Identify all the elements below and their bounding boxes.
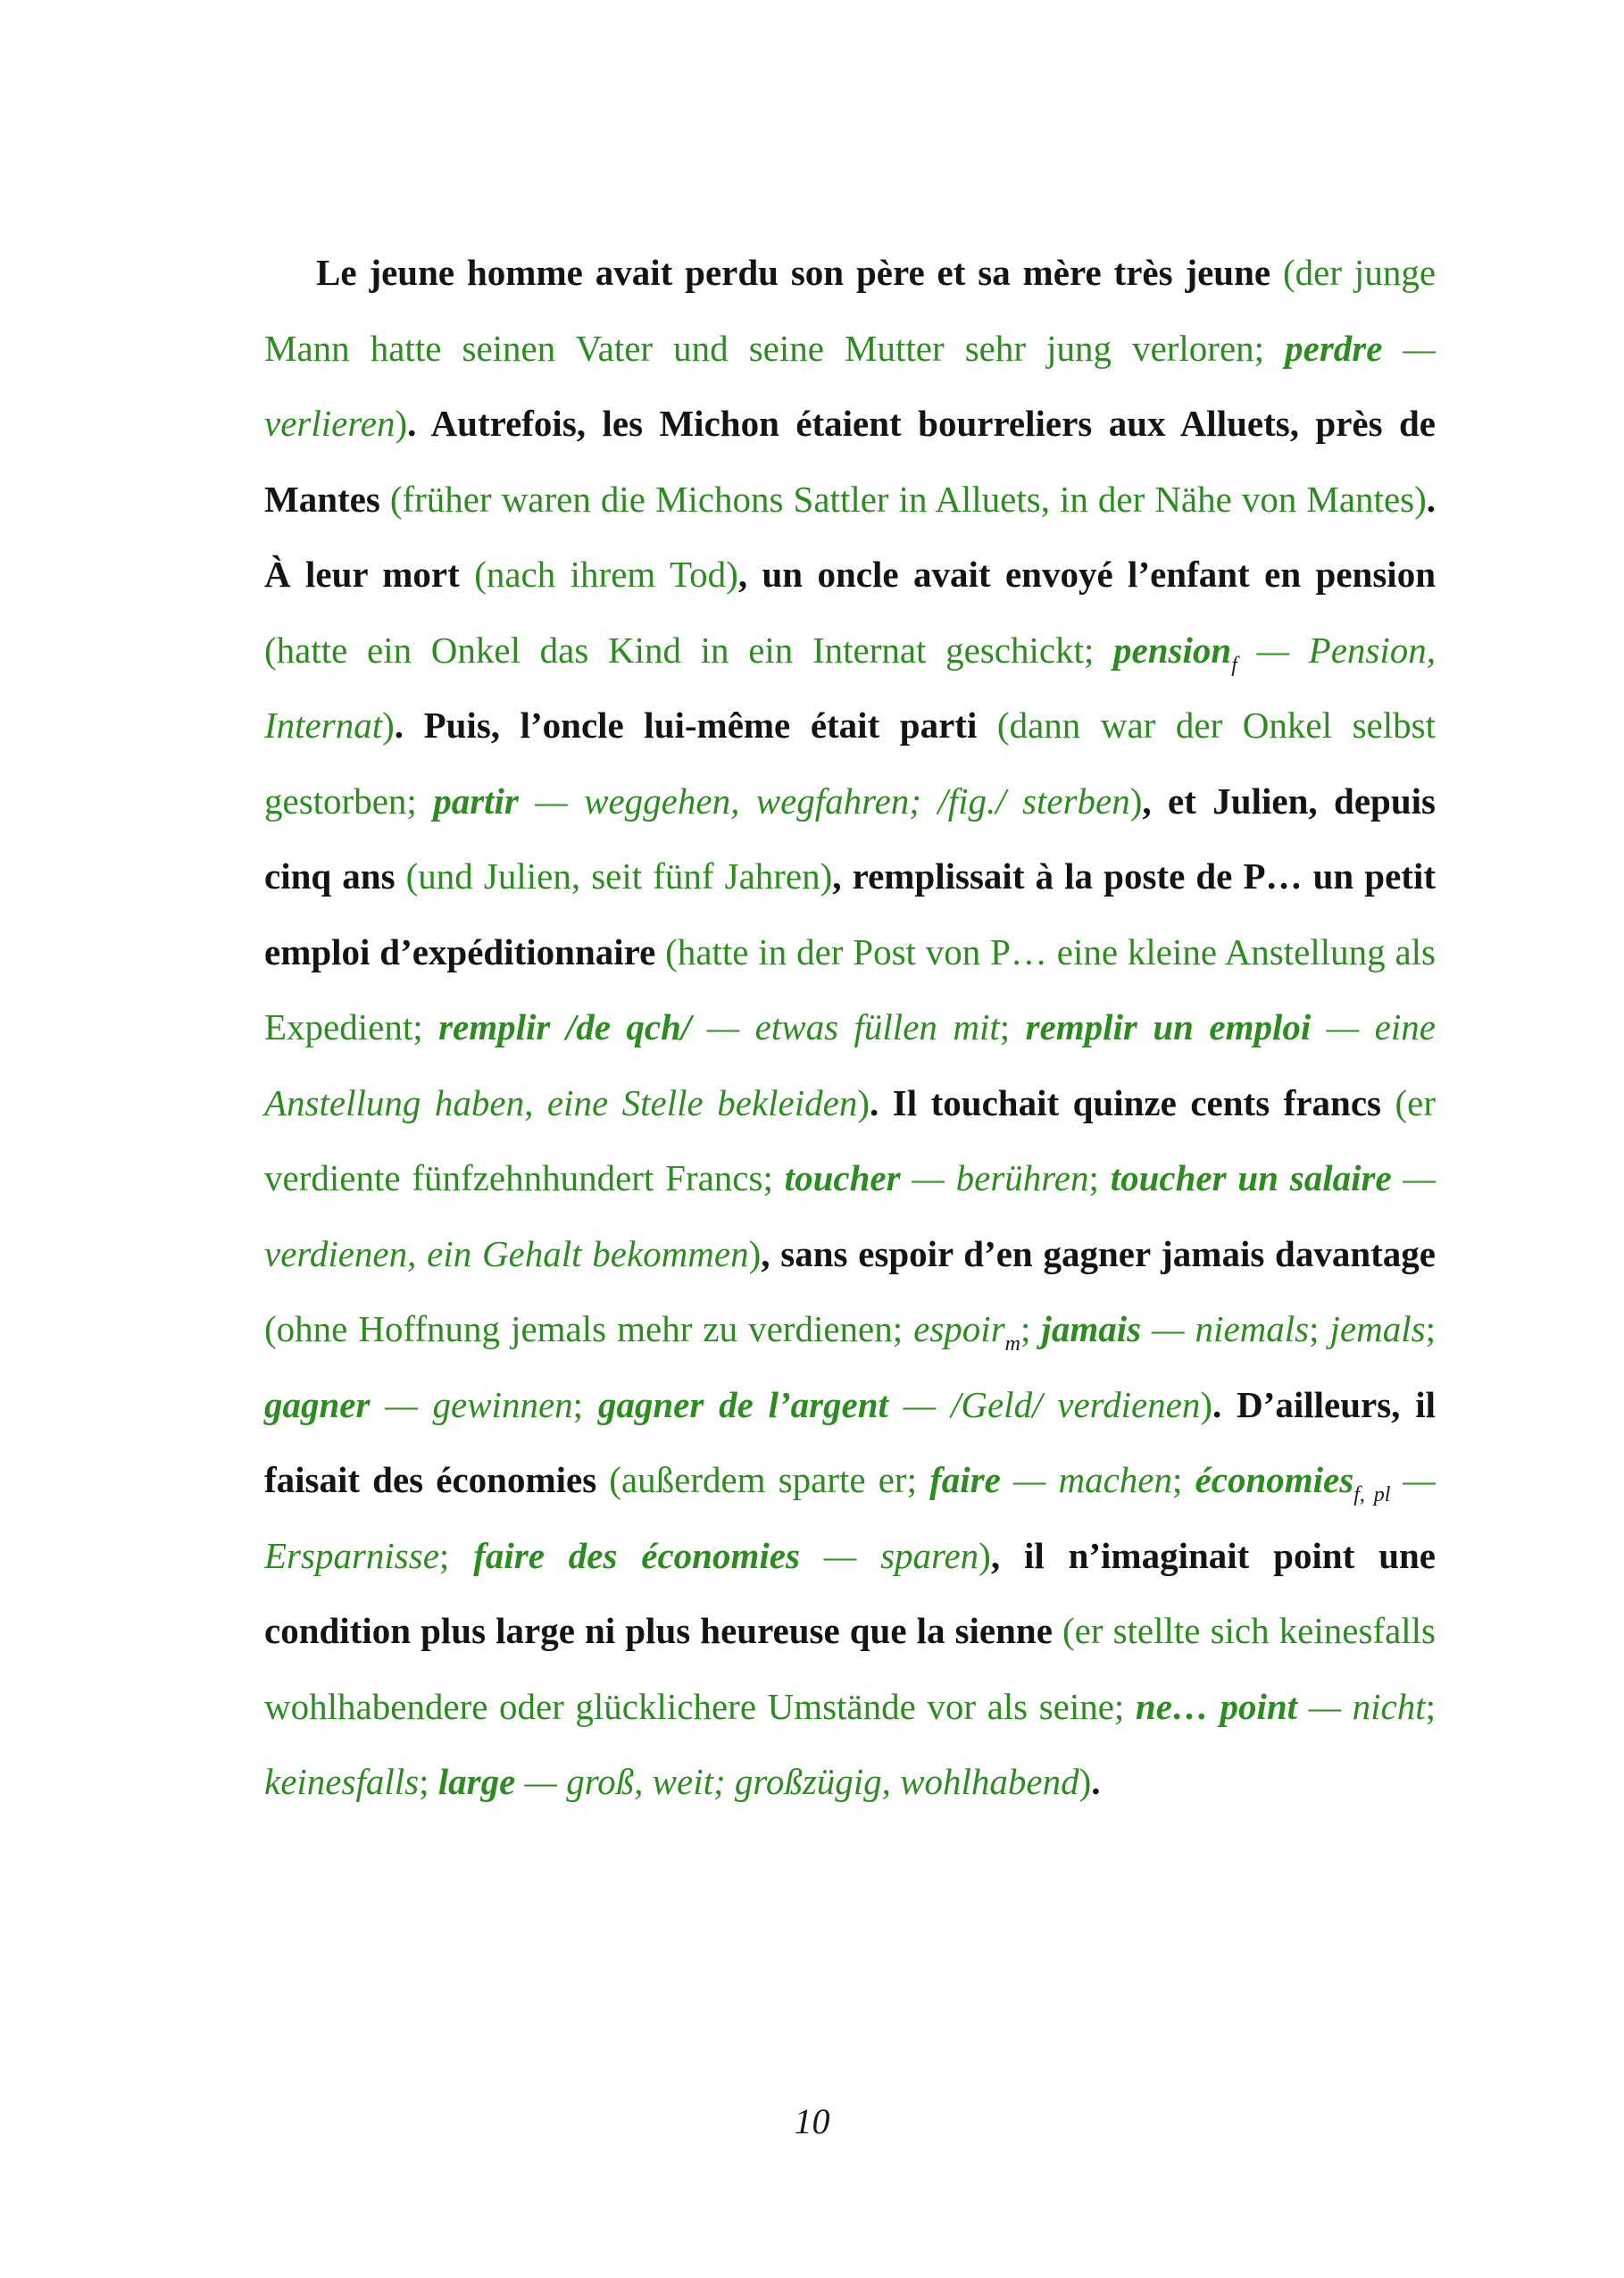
- german-gloss-run: ): [857, 1081, 870, 1123]
- german-gloss-run: ;: [999, 1006, 1026, 1047]
- german-gloss-run: (der junge Mann hatte seinen Vater und seine Mutter sehr jung verloren;: [264, 252, 1437, 369]
- grammar-subscript: m: [1004, 1332, 1020, 1356]
- gloss-translation: — sparen: [799, 1534, 979, 1576]
- gloss-keyword: remplir un emploi: [1025, 1006, 1312, 1047]
- gloss-translation: — verdienen, ein Gehalt bekommen: [264, 1157, 1436, 1274]
- german-gloss-run: (hatte ein Onkel das Kind in ein Internat geschickt;: [264, 629, 1114, 671]
- gloss-keyword: jamais: [1041, 1308, 1142, 1349]
- gloss-translation: — weggehen, wegfahren; /fig./ sterben: [518, 780, 1130, 822]
- gloss-keyword: faire: [929, 1459, 1001, 1500]
- german-gloss-run: (ohne Hoffnung jemals mehr zu verdienen;: [264, 1308, 914, 1349]
- german-gloss-run: (früher waren die Michons Sattler in Alluets, in der Nähe von Mantes): [379, 478, 1427, 520]
- german-gloss-run: (außerdem sparte er;: [596, 1459, 930, 1500]
- french-text-run: , il n’imaginait point une condition plus large ni plus heureuse que la sienne: [264, 1534, 1436, 1651]
- gloss-keyword: perdre: [1285, 327, 1383, 369]
- gloss-keyword: économies: [1195, 1459, 1354, 1500]
- german-gloss-run: (er verdiente fünfzehnhundert Francs;: [264, 1081, 1437, 1198]
- german-gloss-run: ;: [1425, 1308, 1436, 1349]
- german-gloss-run: ): [395, 403, 408, 444]
- german-gloss-run: (er stellte sich keinesfalls wohlhabendere oder glücklichere Umstände vor als seine;: [264, 1610, 1437, 1727]
- german-gloss-run: ): [1079, 1761, 1092, 1802]
- grammar-subscript: f: [1231, 653, 1237, 677]
- gloss-keyword: toucher un salaire: [1110, 1157, 1392, 1198]
- gloss-translation: — nicht: [1297, 1685, 1426, 1727]
- grammar-subscript: f, pl: [1353, 1483, 1391, 1506]
- german-gloss-run: ): [979, 1534, 991, 1576]
- gloss-translation: — groß, weit; großzügig, wohlhabend: [515, 1761, 1079, 1802]
- french-text-run: . Il touchait quinze cents francs: [869, 1081, 1381, 1123]
- german-gloss-run: ): [1129, 780, 1143, 822]
- german-gloss-run: (dann war der Onkel selbst gestorben;: [264, 705, 1436, 822]
- french-text-run: , remplissait à la poste de P… un petit emploi d’expéditionnaire: [264, 855, 1436, 972]
- french-text-run: Le jeune homme avait perdu son père et sa mère très jeune: [316, 252, 1271, 293]
- gloss-translation: — etwas füllen mit: [691, 1006, 1000, 1047]
- gloss-keyword: pension: [1113, 629, 1232, 671]
- gloss-translation: — Pension, Internat: [264, 629, 1437, 746]
- gloss-translation: — verlieren: [264, 327, 1436, 444]
- gloss-translation: — machen: [1000, 1459, 1173, 1500]
- french-text-run: , sans espoir d’en gagner jamais davantage: [761, 1232, 1436, 1274]
- gloss-translation: — niemals: [1141, 1308, 1310, 1349]
- german-gloss-run: ): [748, 1232, 762, 1274]
- gloss-keyword: gagner de l’argent: [597, 1383, 888, 1425]
- gloss-translation: — /Geld/ verdienen: [887, 1383, 1201, 1425]
- german-gloss-run: ;: [419, 1761, 438, 1802]
- german-gloss-run: ;: [572, 1383, 598, 1425]
- page-number: 10: [794, 2101, 830, 2141]
- gloss-keyword: remplir /de qch/: [438, 1006, 692, 1047]
- french-text-run: .: [1091, 1761, 1101, 1802]
- german-gloss-run: ): [1200, 1383, 1213, 1425]
- german-gloss-run: ;: [1088, 1157, 1111, 1198]
- gloss-keyword: ne… point: [1135, 1685, 1298, 1727]
- french-text-run: . À leur mort: [264, 478, 1436, 595]
- german-gloss-run: ): [382, 705, 395, 746]
- german-gloss-run: (nach ihrem Tod): [459, 554, 738, 595]
- gloss-translation: — gewinnen: [370, 1383, 573, 1425]
- german-gloss-run: (und Julien, seit fünf Jahren): [395, 855, 833, 897]
- french-text-run: . D’ailleurs, il faisait des économies: [264, 1383, 1436, 1500]
- french-text-run: , et Julien, depuis cinq ans: [264, 780, 1436, 897]
- bilingual-paragraph: [264, 235, 1436, 1820]
- gloss-translation: — berühren: [900, 1157, 1089, 1198]
- gloss-translation: — Ersparnisse: [264, 1459, 1436, 1576]
- german-gloss-run: (hatte in der Post von P… eine kleine Anstellung als Expedient;: [264, 930, 1436, 1047]
- gloss-keyword: toucher: [784, 1157, 901, 1198]
- gloss-keyword: gagner: [264, 1383, 371, 1425]
- german-gloss-run: ;: [1172, 1459, 1195, 1500]
- gloss-keyword: faire des économies: [473, 1534, 800, 1576]
- french-text-run: . Autrefois, les Michon étaient bourreliers aux Alluets, près de Mantes: [264, 403, 1436, 520]
- german-gloss-run: ;: [1020, 1308, 1042, 1349]
- french-text-run: . Puis, l’oncle lui-même était parti: [394, 705, 978, 746]
- german-gloss-run: ;: [1309, 1308, 1330, 1349]
- gloss-translation: — eine Anstellung haben, eine Stelle bekleiden: [264, 1006, 1436, 1123]
- german-gloss-run: ;: [1425, 1685, 1437, 1727]
- gloss-translation: keinesfalls: [264, 1761, 420, 1802]
- gloss-keyword: partir: [433, 780, 519, 822]
- gloss-translation: jemals: [1329, 1308, 1426, 1349]
- french-text-run: , un oncle avait envoyé l’enfant en pension: [737, 554, 1436, 595]
- gloss-translation: espoir: [913, 1308, 1005, 1349]
- german-gloss-run: ;: [438, 1534, 474, 1576]
- gloss-keyword: large: [437, 1761, 516, 1802]
